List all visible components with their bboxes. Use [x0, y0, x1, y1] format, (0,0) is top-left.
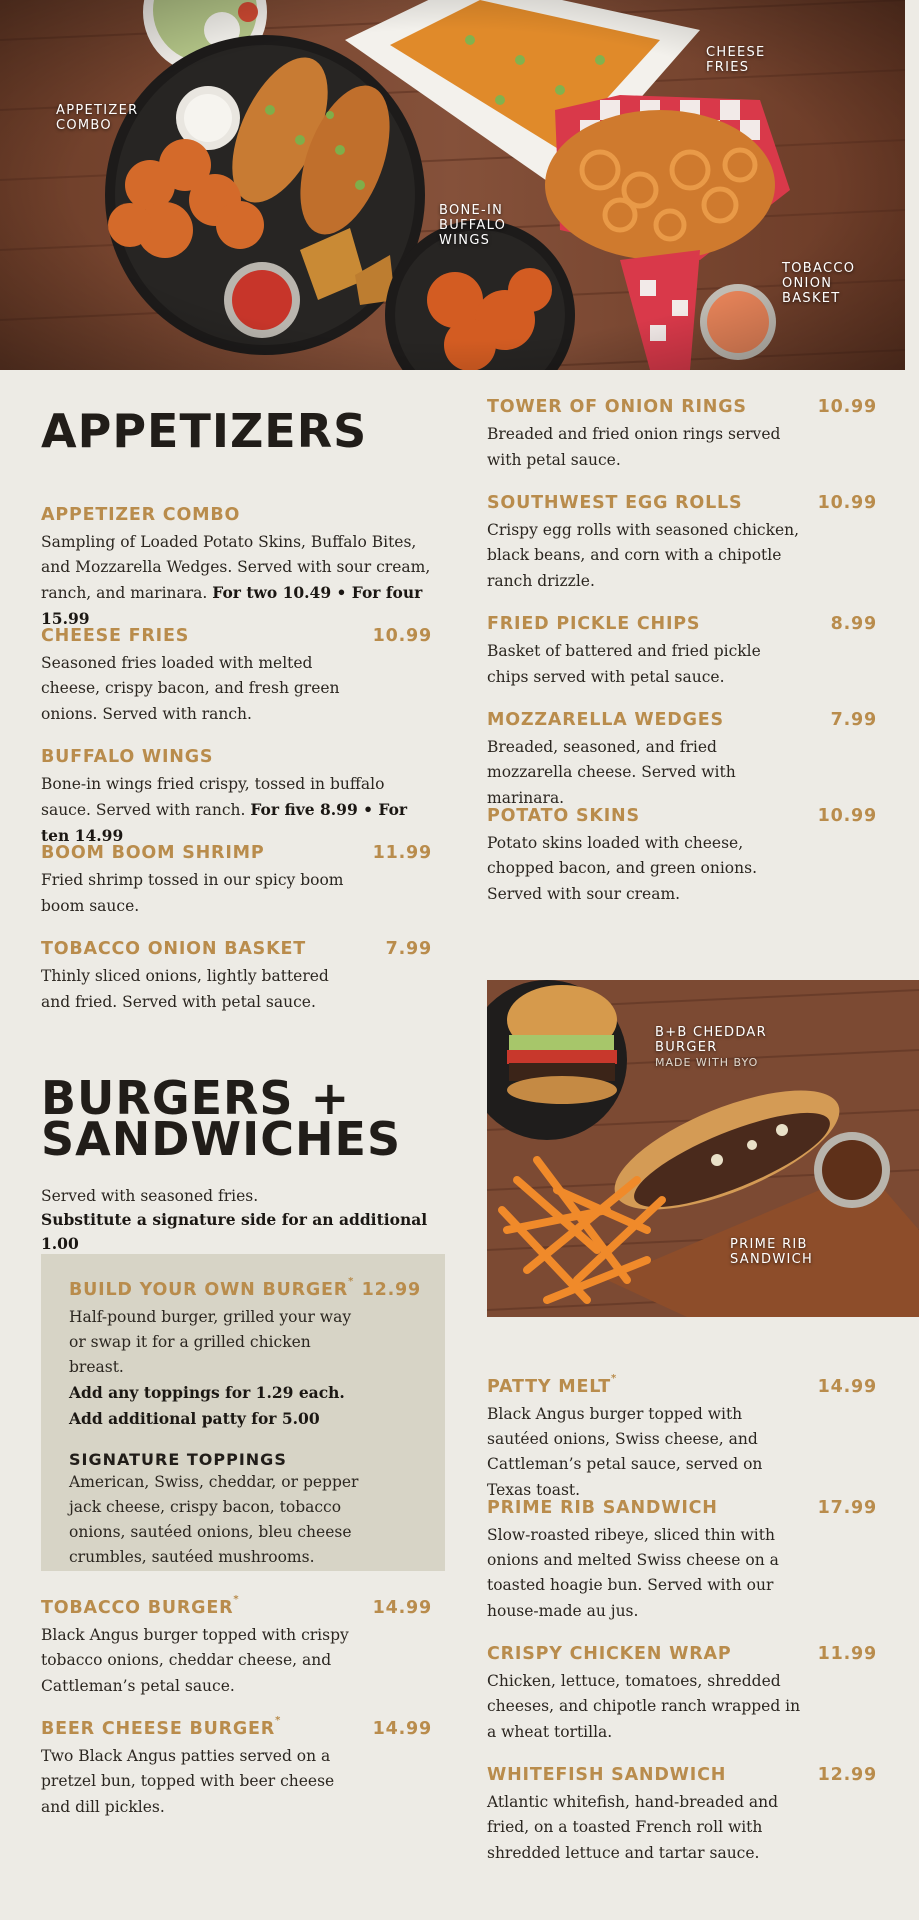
menu-item-name: TOBACCO BURGER: [41, 1598, 234, 1618]
menu-item-name: BEER CHEESE BURGER: [41, 1719, 276, 1739]
menu-item-name: FRIED PICKLE CHIPS: [487, 614, 701, 634]
menu-item-desc: Potato skins loaded with cheese, chopped bacon, and green onions. Served with sour cream.: [487, 834, 758, 903]
label-prime-rib-sandwich: PRIME RIB SANDWICH: [730, 1237, 814, 1267]
menu-item-name: CHEESE FRIES: [41, 626, 190, 646]
burgers-heading: [41, 1071, 402, 1166]
menu-item-name: TOWER OF ONION RINGS: [487, 397, 747, 417]
byo-toppings-line: Add any toppings for 1.29 each.: [69, 1383, 345, 1402]
menu-item-price: 11.99: [817, 1644, 877, 1664]
menu-item-mark: *: [275, 1715, 282, 1726]
menu-item-price: 11.99: [372, 843, 432, 863]
appetizers-photo: [0, 0, 905, 370]
menu-item-price: 14.99: [817, 1377, 877, 1397]
burgers-heading-line2: SANDWICHES: [41, 1112, 402, 1166]
menu-item-name: WHITEFISH SANDWICH: [487, 1765, 727, 1785]
menu-item-desc: Slow-roasted ribeye, sliced thin with onions and melted Swiss cheese on a toasted hoagie bun. Served with our house-made au jus.: [487, 1526, 779, 1620]
menu-item-desc: Chicken, lettuce, tomatoes, shredded cheeses, and chipotle ranch wrapped in a wheat tortilla.: [487, 1672, 801, 1741]
burgers-photo: [487, 980, 919, 1317]
menu-item-name: PRIME RIB SANDWICH: [487, 1498, 718, 1518]
menu-item-price: 17.99: [817, 1498, 877, 1518]
byo-mark: *: [348, 1276, 355, 1287]
menu-item-desc: Atlantic whitefish, hand-breaded and fried, on a toasted French roll with shredded lettuce and tartar sauce.: [487, 1793, 779, 1862]
menu-item-price: 10.99: [372, 626, 432, 646]
menu-item-desc: Basket of battered and fried pickle chips served with petal sauce.: [487, 642, 761, 686]
menu-item: [487, 1644, 877, 1745]
menu-item-price: 10.99: [817, 806, 877, 826]
menu-item-desc: Sampling of Loaded Potato Skins, Buffalo Bites, and Mozzarella Wedges. Served with sour cream, ranch, and marinara.: [41, 533, 431, 602]
menu-item: [41, 505, 432, 632]
menu-item: [487, 806, 877, 907]
menu-item: [41, 1594, 432, 1699]
menu-item-price: 14.99: [372, 1719, 432, 1739]
menu-item: [41, 843, 432, 919]
label-tobacco-onion-basket: TOBACCO ONION BASKET: [782, 261, 856, 306]
menu-item-extra: For five 8.99 • For ten 14.99: [41, 800, 408, 845]
menu-item-desc: Black Angus burger topped with crispy tobacco onions, cheddar cheese, and Cattleman’s petal sauce.: [41, 1626, 349, 1695]
label-appetizer-combo: APPETIZER COMBO: [56, 103, 139, 133]
menu-item-price: 7.99: [830, 710, 877, 730]
menu-item-price: 8.99: [830, 614, 877, 634]
menu-item: [41, 939, 432, 1015]
menu-item-name: POTATO SKINS: [487, 806, 640, 826]
menu-item-extra: For two 10.49 • For four 15.99: [41, 583, 423, 628]
menu-item-name: MOZZARELLA WEDGES: [487, 710, 724, 730]
menu-item-price: 10.99: [817, 493, 877, 513]
byo-patty-line: Add additional patty for 5.00: [69, 1409, 320, 1428]
menu-item-price: 7.99: [385, 939, 432, 959]
byo-price: 12.99: [361, 1280, 421, 1300]
byo-box: [41, 1254, 445, 1571]
menu-item-name: CRISPY CHICKEN WRAP: [487, 1644, 732, 1664]
menu-item-desc: Breaded and fried onion rings served with petal sauce.: [487, 425, 781, 469]
menu-item-price: 10.99: [817, 397, 877, 417]
menu-item-name: BOOM BOOM SHRIMP: [41, 843, 265, 863]
menu-item-name: BUFFALO WINGS: [41, 747, 214, 767]
menu-item: [487, 1498, 877, 1624]
burgers-heading-line1: BURGERS +: [41, 1071, 351, 1125]
menu-item-desc: Black Angus burger topped with sautéed onions, Swiss cheese, and Cattleman’s petal sauce, served on Texas toast.: [487, 1405, 763, 1499]
menu-item: [41, 1715, 432, 1820]
menu-item: [487, 1373, 877, 1503]
menu-item: [487, 614, 877, 690]
label-cheese-fries: CHEESE FRIES: [706, 45, 766, 75]
byo-desc: Half-pound burger, grilled your way or swap it for a grilled chicken breast.: [69, 1308, 352, 1376]
menu-item: [487, 1765, 877, 1866]
appetizers-heading: APPETIZERS: [41, 404, 368, 458]
label-cheddar-burger: [655, 1025, 785, 1070]
menu-item-desc: Crispy egg rolls with seasoned chicken, black beans, and corn with a chipotle ranch drizzle.: [487, 521, 800, 590]
menu-item-price: 14.99: [372, 1598, 432, 1618]
menu-item-desc: Thinly sliced onions, lightly battered and fried. Served with petal sauce.: [41, 967, 329, 1011]
menu-item-desc: Bone-in wings fried crispy, tossed in buffalo sauce. Served with ranch.: [41, 775, 385, 819]
menu-item-desc: Breaded, seasoned, and fried mozzarella cheese. Served with marinara.: [487, 738, 736, 807]
menu-item: [487, 710, 877, 811]
menu-item-name: SOUTHWEST EGG ROLLS: [487, 493, 743, 513]
signature-toppings-desc: American, Swiss, cheddar, or pepper jack cheese, crispy bacon, tobacco onions, sautéed onions, bleu cheese crumbles, sautéed mushrooms.: [69, 1473, 359, 1566]
signature-toppings-heading: SIGNATURE TOPPINGS: [69, 1450, 287, 1469]
burgers-note: [41, 1184, 461, 1256]
menu-item: [487, 493, 877, 594]
burgers-note-fries: Served with seasoned fries.: [41, 1187, 259, 1205]
label-cheddar-burger-sub: MADE WITH BYO: [655, 1056, 759, 1069]
menu-item: [41, 626, 432, 727]
menu-item: [41, 747, 432, 849]
byo-name: BUILD YOUR OWN BURGER: [69, 1280, 349, 1300]
menu-item-mark: *: [233, 1594, 240, 1605]
menu-item-name: APPETIZER COMBO: [41, 505, 241, 525]
menu-item-desc: Seasoned fries loaded with melted cheese, crispy bacon, and fresh green onions. Served with ranch.: [41, 654, 340, 723]
menu-item: [487, 397, 877, 473]
label-cheddar-burger-title: B+B CHEDDAR BURGER: [655, 1025, 767, 1055]
menu-item-name: PATTY MELT: [487, 1377, 612, 1397]
menu-item-mark: *: [611, 1373, 618, 1384]
burgers-note-substitute: Substitute a signature side for an additional 1.00: [41, 1210, 428, 1253]
menu-item-desc: Two Black Angus patties served on a pretzel bun, topped with beer cheese and dill pickles.: [41, 1747, 335, 1816]
label-buffalo-wings: BONE-IN BUFFALO WINGS: [439, 203, 507, 248]
byo-item: [69, 1276, 421, 1570]
menu-item-name: TOBACCO ONION BASKET: [41, 939, 306, 959]
menu-item-price: 12.99: [817, 1765, 877, 1785]
menu-item-desc: Fried shrimp tossed in our spicy boom boom sauce.: [41, 871, 344, 915]
